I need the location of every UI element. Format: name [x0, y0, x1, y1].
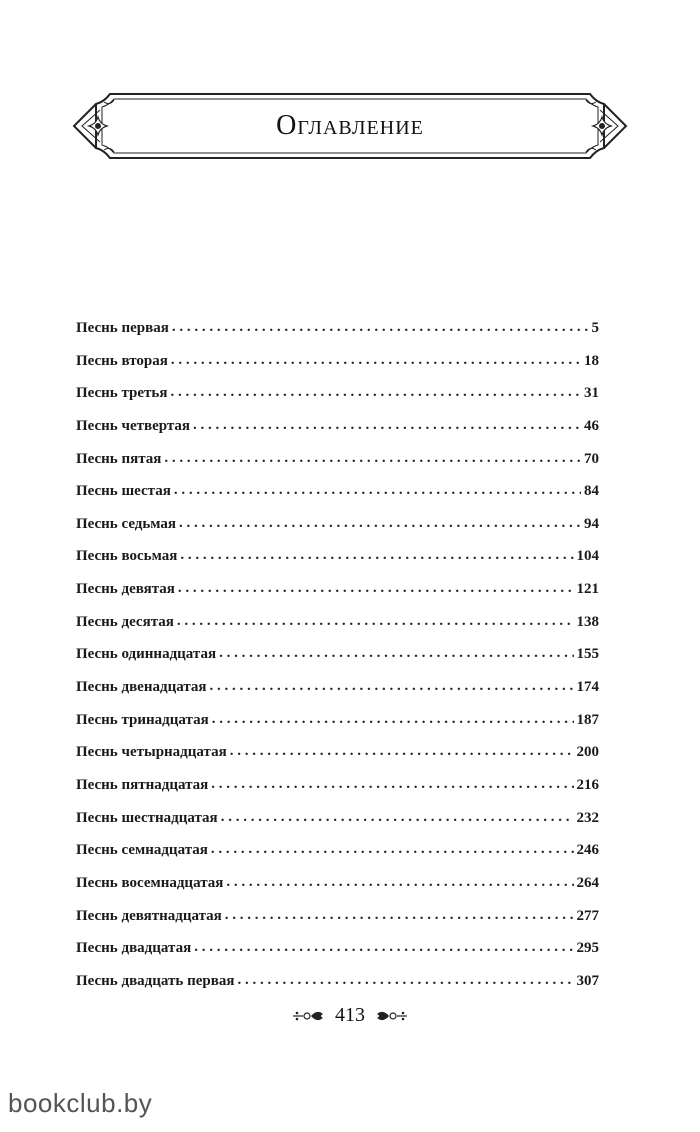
- toc-entry: [76, 777, 599, 810]
- toc-entry: [76, 483, 599, 516]
- toc-entry: [76, 581, 599, 614]
- toc-entry: [76, 353, 599, 386]
- toc-entry-title: Песнь третья: [76, 385, 168, 402]
- dot-leader: [237, 972, 573, 989]
- dot-leader: [172, 319, 589, 336]
- dot-leader: [211, 776, 573, 793]
- toc-entry-title: Песнь восьмая: [76, 548, 178, 565]
- toc-entry-page: 155: [576, 646, 599, 663]
- dot-leader: [170, 384, 581, 401]
- toc-entry-page: 94: [584, 515, 599, 532]
- dot-leader: [178, 580, 574, 597]
- toc-entry: [76, 908, 599, 941]
- toc-entry: [76, 548, 599, 581]
- dot-leader: [177, 613, 574, 630]
- toc-entry: [76, 842, 599, 875]
- table-of-contents: [76, 320, 599, 1005]
- toc-entry: [76, 940, 599, 973]
- dot-leader: [194, 939, 573, 956]
- toc-entry-title: Песнь четырнадцатая: [76, 744, 227, 761]
- dot-leader: [230, 743, 574, 760]
- toc-entry: [76, 875, 599, 908]
- toc-entry-title: Песнь тринадцатая: [76, 711, 209, 728]
- toc-entry-page: 121: [576, 581, 599, 598]
- dot-leader: [219, 645, 573, 662]
- dot-leader: [211, 841, 574, 858]
- toc-entry-title: Песнь двенадцатая: [76, 679, 207, 696]
- page-footer: [0, 1004, 700, 1027]
- toc-entry-page: 46: [584, 417, 599, 434]
- toc-entry-title: Песнь девятая: [76, 581, 175, 598]
- toc-entry-title: Песнь пятнадцатая: [76, 776, 209, 793]
- toc-entry-page: 187: [576, 711, 599, 728]
- dot-leader: [226, 874, 573, 891]
- toc-entry: [76, 385, 599, 418]
- toc-entry-page: 84: [584, 483, 599, 500]
- dot-leader: [221, 809, 574, 826]
- toc-entry: [76, 712, 599, 745]
- page-title: Оглавление: [276, 110, 424, 141]
- toc-entry-page: 307: [576, 972, 599, 989]
- toc-entry-title: Песнь восемнадцатая: [76, 874, 224, 891]
- left-ornament-icon: [291, 1008, 327, 1024]
- toc-entry: [76, 810, 599, 843]
- toc-entry-title: Песнь первая: [76, 320, 169, 336]
- toc-entry-title: Песнь четвертая: [76, 417, 191, 434]
- toc-entry-page: 138: [576, 613, 599, 630]
- toc-entry: [76, 646, 599, 679]
- toc-entry-page: 216: [576, 776, 599, 793]
- toc-entry-title: Песнь шестнадцатая: [76, 809, 218, 826]
- toc-entry-title: Песнь пятая: [76, 450, 162, 467]
- toc-entry-title: Песнь одиннадцатая: [76, 646, 217, 663]
- toc-entry-page: 277: [576, 907, 599, 924]
- toc-entry: [76, 679, 599, 712]
- toc-entry-page: 246: [576, 842, 599, 859]
- toc-entry-page: 104: [576, 548, 599, 565]
- header-cartouche: [70, 92, 630, 160]
- dot-leader: [193, 417, 581, 434]
- dot-leader: [174, 482, 581, 499]
- toc-entry-title: Песнь седьмая: [76, 515, 177, 532]
- dot-leader: [225, 907, 574, 924]
- toc-entry-title: Песнь девятнадцатая: [76, 907, 222, 924]
- toc-entry-title: Песнь семнадцатая: [76, 842, 208, 859]
- toc-entry-page: 31: [584, 385, 599, 402]
- toc-entry-page: 18: [584, 352, 599, 369]
- dot-leader: [179, 515, 581, 532]
- toc-entry-page: 70: [584, 450, 599, 467]
- toc-entry-page: 264: [576, 874, 599, 891]
- toc-entry-title: Песнь двадцатая: [76, 940, 192, 957]
- toc-entry-title: Песнь десятая: [76, 613, 174, 630]
- toc-entry: [76, 516, 599, 549]
- watermark-logo: bookclub.by: [8, 1088, 153, 1118]
- dot-leader: [171, 352, 581, 369]
- toc-entry-title: Песнь шестая: [76, 483, 171, 500]
- toc-entry-page: 232: [576, 809, 599, 826]
- right-ornament-icon: [373, 1008, 409, 1024]
- toc-entry: [76, 418, 599, 451]
- toc-entry-page: 295: [576, 940, 599, 957]
- dot-leader: [212, 711, 574, 728]
- toc-entry-page: 200: [576, 744, 599, 761]
- toc-entry: [76, 744, 599, 777]
- toc-entry: [76, 451, 599, 484]
- dot-leader: [180, 547, 573, 564]
- toc-entry-title: Песнь двадцать первая: [76, 972, 235, 989]
- toc-entry-title: Песнь вторая: [76, 352, 168, 369]
- dot-leader: [210, 678, 574, 695]
- toc-entry: [76, 614, 599, 647]
- dot-leader: [164, 450, 581, 467]
- page-number: 413: [335, 1004, 365, 1026]
- toc-entry-page: 5: [591, 320, 599, 336]
- toc-entry: [76, 973, 599, 1006]
- toc-entry: [76, 320, 599, 353]
- toc-entry-page: 174: [576, 679, 599, 696]
